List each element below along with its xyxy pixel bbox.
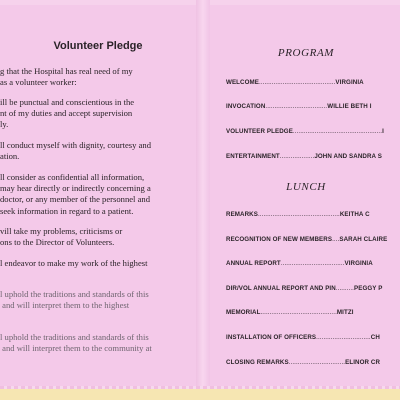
pledge-item: l uphold the traditions and standards of this and will interpret them to the community at — [0, 332, 152, 354]
program-row: VOLUNTEER PLEDGE.................................................I — [226, 128, 384, 135]
lunch-title: LUNCH — [286, 181, 326, 193]
lunch-row: DIR/VOL ANNUAL REPORT AND PIN..........PEGGY P — [226, 285, 383, 292]
pledge-title: Volunteer Pledge — [53, 40, 143, 52]
pledge-item: vill take my problems, criticisms or ons to the Director of Volunteers. — [0, 226, 123, 248]
program-row: ENTERTAINMENT...................JOHN AND SANDRA S — [226, 153, 382, 160]
program-row: WELCOME..........................................VIRGINIA — [226, 79, 364, 86]
lunch-row: CLOSING REMARKS...............................ELINOR CR — [226, 359, 381, 366]
paper-bottom-edge — [0, 386, 400, 400]
booklet-fold — [196, 0, 210, 400]
lunch-row: INSTALLATION OF OFFICERS..............................CH — [226, 334, 380, 341]
lunch-row: MEMORIAL..........................................MITZI — [226, 309, 354, 316]
lunch-row: RECOGNITION OF NEW MEMBERS....SARAH CLAIRE — [226, 236, 388, 243]
pledge-item: g that the Hospital has real need of my as a volunteer worker: — [0, 66, 133, 88]
pledge-item: ll consider as confidential all information, may hear directly or indirectly concerning a doctor, or any member of the personnel and seek information in regard to a patient. — [0, 172, 151, 216]
pledge-item: l endeavor to make my work of the highest — [0, 258, 148, 268]
program-row: INVOCATION..................................WILLIE BETH I — [226, 103, 372, 110]
lunch-row: ANNUAL REPORT...................................VIRGINIA — [226, 260, 373, 267]
pledge-item: l uphold the traditions and standards of this and will interpret them to the highest — [0, 289, 149, 311]
lunch-row: REMARKS.............................................KEITHA C — [226, 211, 370, 218]
pledge-item: ill be punctual and conscientious in the nt of my duties and accept supervision ly. — [0, 97, 135, 130]
pledge-item: ll conduct myself with dignity, courtesy and ation. — [0, 140, 151, 162]
program-title: PROGRAM — [277, 47, 335, 59]
